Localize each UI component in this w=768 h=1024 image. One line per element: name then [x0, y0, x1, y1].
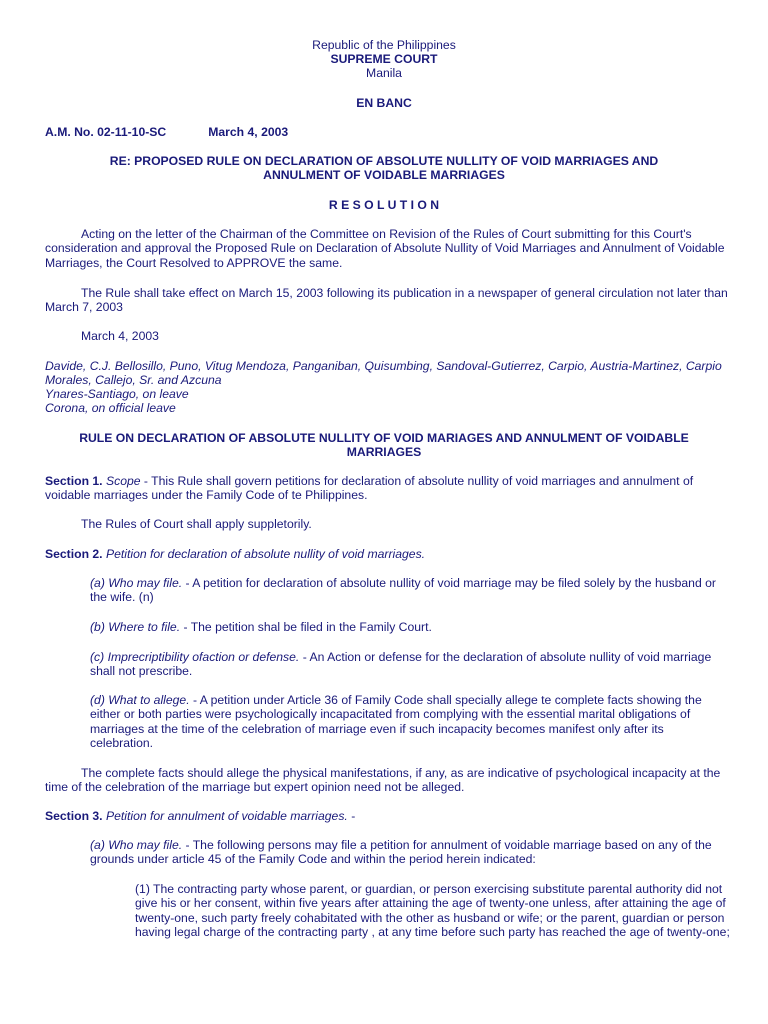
republic-line: Republic of the Philippines	[312, 38, 456, 52]
section-2-b	[90, 620, 730, 634]
rule-title-line-1: RULE ON DECLARATION OF ABSOLUTE NULLITY OF VOID MARIAGES AND ANNULMENT OF VOIDABLE	[79, 431, 689, 445]
rule-title-line-2: MARRIAGES	[346, 445, 422, 459]
section-3	[45, 809, 730, 823]
justices-list: Davide, C.J. Bellosillo, Puno, Vitug Mendoza, Panganiban, Quisumbing, Sandoval-Gutierrez, Carpio, Austria-Martinez, Carpio Morales, Callejo, Sr. and Azcuna	[45, 359, 722, 388]
section-3-a-item-1: (1) The contracting party whose parent, or guardian, or person exercising substitute parental authority did not give his or her consent, within five years after attaining the age of twenty-one unless, after attaining the age of twenty-one, such party freely cohabitated with the other as husband or wife; or the parent, guardian or person having legal charge of the contracting party , at any time before such party has reached the age of twenty-one;	[135, 882, 730, 940]
section-3-label: Section 3.	[45, 809, 103, 823]
section-2-c-text: - An Action or defense for the declaration of absolute nullity of void marriage shall not prescribe.	[90, 650, 712, 679]
resolution-date: March 4, 2003	[81, 329, 159, 343]
justice-official-leave: Corona, on official leave	[45, 401, 176, 415]
case-line	[45, 125, 730, 139]
court-city: Manila	[366, 66, 402, 80]
court-name: SUPREME COURT	[330, 52, 438, 66]
section-2-c-heading: (c) Imprecriptibility ofaction or defense.	[90, 650, 300, 664]
section-1-heading: Scope	[105, 474, 141, 488]
justice-on-leave: Ynares-Santiago, on leave	[45, 387, 189, 401]
section-3-heading: Petition for annulment of voidable marriages.	[105, 809, 348, 823]
section-1-label: Section 1.	[45, 474, 103, 488]
case-number: A.M. No. 02-11-10-SC	[45, 125, 167, 139]
section-1-suppletory: The Rules of Court shall apply suppletorily.	[81, 517, 312, 531]
section-2-a-text: - A petition for declaration of absolute nullity of void marriage may be filed solely by the husband or the wife. (n)	[90, 576, 716, 605]
resolution-paragraph-1: Acting on the letter of the Chairman of the Committee on Revision of the Rules of Court submitting for this Court's consideration and approval the Proposed Rule on Declaration of Absolute Nullity of Void Marriages and Annulment of Voidable Marriages, the Court Resolved to APPROVE the same.	[45, 227, 725, 270]
en-banc-heading: EN BANC	[356, 96, 412, 110]
section-2-c	[90, 650, 730, 679]
resolution-heading: R E S O L U T I O N	[328, 198, 440, 212]
section-1	[45, 474, 730, 503]
section-2	[45, 547, 730, 561]
section-2-a-heading: (a) Who may file.	[90, 576, 183, 590]
section-3-a-text: - The following persons may file a petition for annulment of voidable marriage based on any of the grounds under article 45 of the Family Code and within the period herein indicated:	[90, 838, 712, 867]
section-2-facts: The complete facts should allege the physical manifestations, if any, as are indicative of psychological incapacity at the time of the celebration of the marriage but expert opinion need not be alleged.	[45, 766, 721, 795]
title-line-1: RE: PROPOSED RULE ON DECLARATION OF ABSOLUTE NULLITY OF VOID MARRIAGES AND	[109, 154, 659, 168]
section-2-b-text: - The petition shal be filed in the Family Court.	[180, 620, 432, 634]
section-3-heading-tail: -	[347, 809, 356, 823]
section-2-b-heading: (b) Where to file.	[90, 620, 181, 634]
section-2-label: Section 2.	[45, 547, 103, 561]
section-3-a	[90, 838, 730, 867]
section-2-a	[90, 576, 730, 605]
resolution-paragraph-2: The Rule shall take effect on March 15, 2003 following its publication in a newspaper of general circulation not later than March 7, 2003	[45, 286, 728, 315]
section-2-d-text: - A petition under Article 36 of Family Code shall specially allege te complete facts showing the either or both parties were psychologically incapacitated from complying with the essential marital obligations of marriages at the time of the celebration of marriage even if such incapacity becomes manifest only after its celebration.	[90, 693, 702, 751]
section-2-d	[90, 693, 730, 751]
title-line-2: ANNULMENT OF VOIDABLE MARRIAGES	[263, 168, 505, 182]
case-date: March 4, 2003	[208, 125, 289, 139]
section-3-a-heading: (a) Who may file.	[90, 838, 183, 852]
section-2-d-heading: (d) What to allege.	[90, 693, 190, 707]
section-2-heading: Petition for declaration of absolute nullity of void marriages.	[105, 547, 426, 561]
section-1-text: - This Rule shall govern petitions for declaration of absolute nullity of void marriages and annulment of voidable marriages under the Family Code of te Philippines.	[45, 474, 694, 503]
